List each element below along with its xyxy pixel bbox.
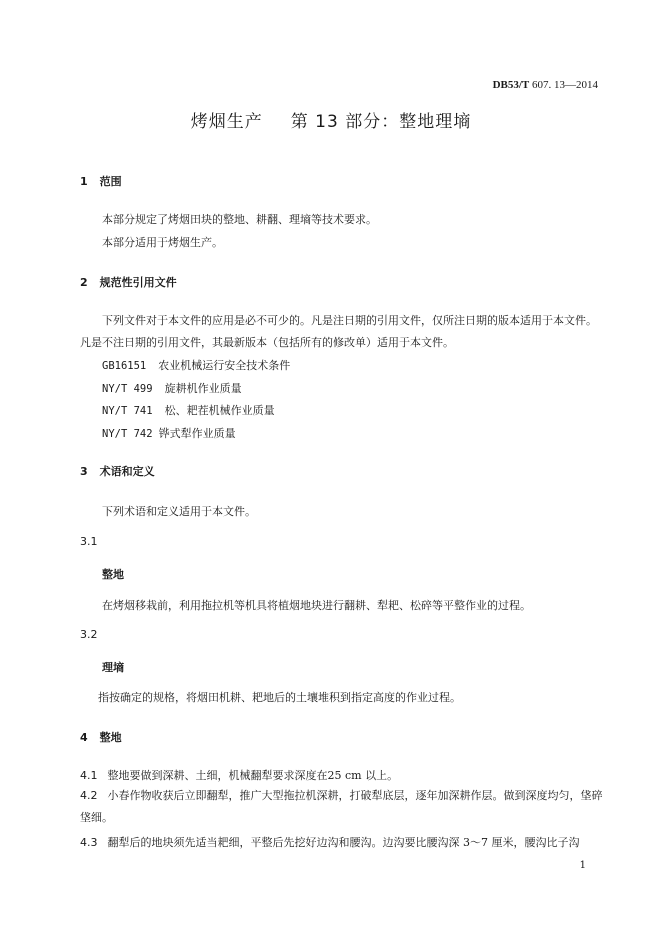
section-title: 整地 [99, 731, 122, 744]
reference-item [102, 380, 242, 396]
reference-code: NY/T 499 [102, 383, 153, 395]
section-4-heading [80, 729, 122, 745]
section-number: 2 [80, 276, 88, 289]
reference-title: 铧式犁作业质量 [158, 427, 236, 440]
clause-number: 4.2 [80, 789, 98, 802]
reference-title: 旋耕机作业质量 [164, 382, 242, 395]
standard-code: 607. 13—2014 [532, 79, 598, 91]
section-number: 3 [80, 465, 88, 478]
section-number: 4 [80, 731, 88, 744]
reference-code: NY/T 742 [102, 428, 153, 440]
clause [80, 785, 604, 829]
paragraph: 本部分规定了烤烟田块的整地、耕翻、理墒等技术要求。 [102, 213, 377, 226]
term-number: 3.2 [80, 628, 98, 641]
reference-code: GB16151 [102, 360, 147, 372]
clause-number: 4.1 [80, 769, 98, 782]
section-1-heading [80, 173, 122, 189]
clause-text: 整地要做到深耕、土细，机械翻犁要求深度在25 cm 以上。 [107, 769, 399, 782]
reference-title: 松、耙茬机械作业质量 [164, 404, 275, 417]
term-name: 理墒 [102, 661, 124, 674]
term-definition: 在烤烟移栽前，利用拖拉机等机具将植烟地块进行翻耕、犁耙、松碎等平整作业的过程。 [102, 599, 531, 612]
section-title: 范围 [99, 175, 122, 188]
page-number: 1 [579, 860, 586, 871]
term-name: 整地 [102, 568, 124, 581]
section-title: 术语和定义 [99, 465, 155, 478]
title-main: 烤烟生产 [190, 112, 263, 132]
reference-code: NY/T 741 [102, 405, 153, 417]
term-number: 3.1 [80, 535, 98, 548]
standard-prefix: DB53/T [492, 79, 530, 91]
paragraph: 下列术语和定义适用于本文件。 [102, 505, 256, 518]
section-3-heading [80, 463, 155, 479]
clause-text: 小春作物收获后立即翻犁，推广大型拖拉机深耕，打破犁底层，逐年加深耕作层。做到深度均匀，垡碎垡细。 [80, 789, 603, 824]
clause [80, 767, 398, 783]
reference-item [102, 425, 236, 441]
clause-text: 翻犁后的地块须先适当耙细，平整后先挖好边沟和腰沟。边沟要比腰沟深 3～7 厘米，腰沟比子沟 [107, 836, 580, 849]
paragraph: 本部分适用于烤烟生产。 [102, 236, 223, 249]
paragraph: 下列文件对于本文件的应用是必不可少的。凡是注日期的引用文件，仅所注日期的版本适用于本文件。凡是不注日期的引用文件，其最新版本（包括所有的修改单）适用于本文件。 [80, 314, 597, 349]
document-title [0, 107, 662, 132]
section-number: 1 [80, 175, 88, 188]
reference-title: 农业机械运行安全技术条件 [158, 359, 291, 372]
reference-item [102, 402, 275, 418]
reference-item [102, 357, 290, 373]
standard-number [493, 79, 598, 91]
clause-number: 4.3 [80, 836, 98, 849]
term-definition: 指按确定的规格，将烟田机耕、耙地后的土壤堆积到指定高度的作业过程。 [98, 691, 461, 704]
section-title: 规范性引用文件 [99, 276, 177, 289]
section-2-heading [80, 274, 177, 290]
clause [80, 834, 580, 850]
title-part: 第 13 部分：整地理墒 [290, 112, 472, 132]
